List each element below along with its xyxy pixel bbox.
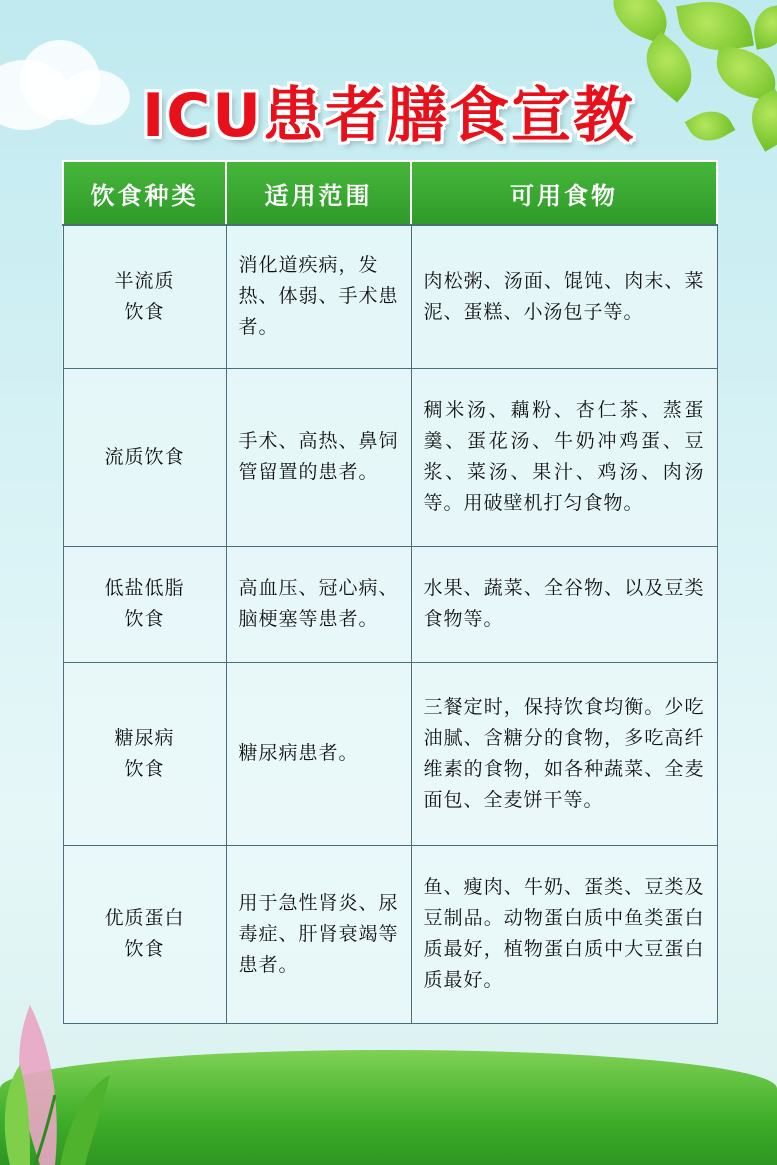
table-row [63,368,717,546]
table-row [63,662,717,845]
scope-cell: 高血压、冠心病、脑梗塞等患者。 [226,546,411,662]
category-cell [63,662,226,845]
category-label: 饮食 [124,938,165,960]
table-row [63,546,717,662]
scope-cell: 用于急性肾炎、尿毒症、肝肾衰竭等患者。 [226,845,411,1023]
plant-decoration [0,965,140,1165]
category-label: 优质蛋白 [104,907,185,929]
table-row [63,225,717,368]
foods-cell: 稠米汤、藕粉、杏仁茶、蒸蛋羹、蛋花汤、牛奶冲鸡蛋、豆浆、菜汤、果汁、鸡汤、肉汤等。用破壁机打匀食物。 [411,368,717,546]
category-label: 半流质 [114,269,175,292]
category-label: 饮食 [124,757,165,780]
header-scope: 适用范围 [226,161,411,225]
category-label: 糖尿病 [114,726,175,749]
foods-cell: 鱼、瘦肉、牛奶、蛋类、豆类及豆制品。动物蛋白质中鱼类蛋白质最好，植物蛋白质中大豆蛋白质最好。 [411,845,717,1023]
header-foods: 可用食物 [411,161,717,225]
category-cell [63,368,226,546]
category-label: 低盐低脂 [104,577,185,599]
category-cell [63,225,226,368]
table-header-row [63,161,717,225]
poster-title: ICU患者膳食宣教 [141,81,636,151]
table-row [63,845,717,1023]
header-category: 饮食种类 [63,161,226,225]
category-label: 流质饮食 [104,445,185,468]
foods-cell: 水果、蔬菜、全谷物、以及豆类食物等。 [411,546,717,662]
diet-table [62,160,718,1024]
category-label: 饮食 [124,300,165,323]
scope-cell: 手术、高热、鼻饲管留置的患者。 [226,368,411,546]
scope-cell: 糖尿病患者。 [226,662,411,845]
category-label: 饮食 [124,608,165,630]
foods-cell: 三餐定时，保持饮食均衡。少吃油腻、含糖分的食物，多吃高纤维素的食物，如各种蔬菜、全麦面包、全麦饼干等。 [411,662,717,845]
category-cell [63,546,226,662]
scope-cell: 消化道疾病，发热、体弱、手术患者。 [226,225,411,368]
foods-cell: 肉松粥、汤面、馄饨、肉末、菜泥、蛋糕、小汤包子等。 [411,225,717,368]
